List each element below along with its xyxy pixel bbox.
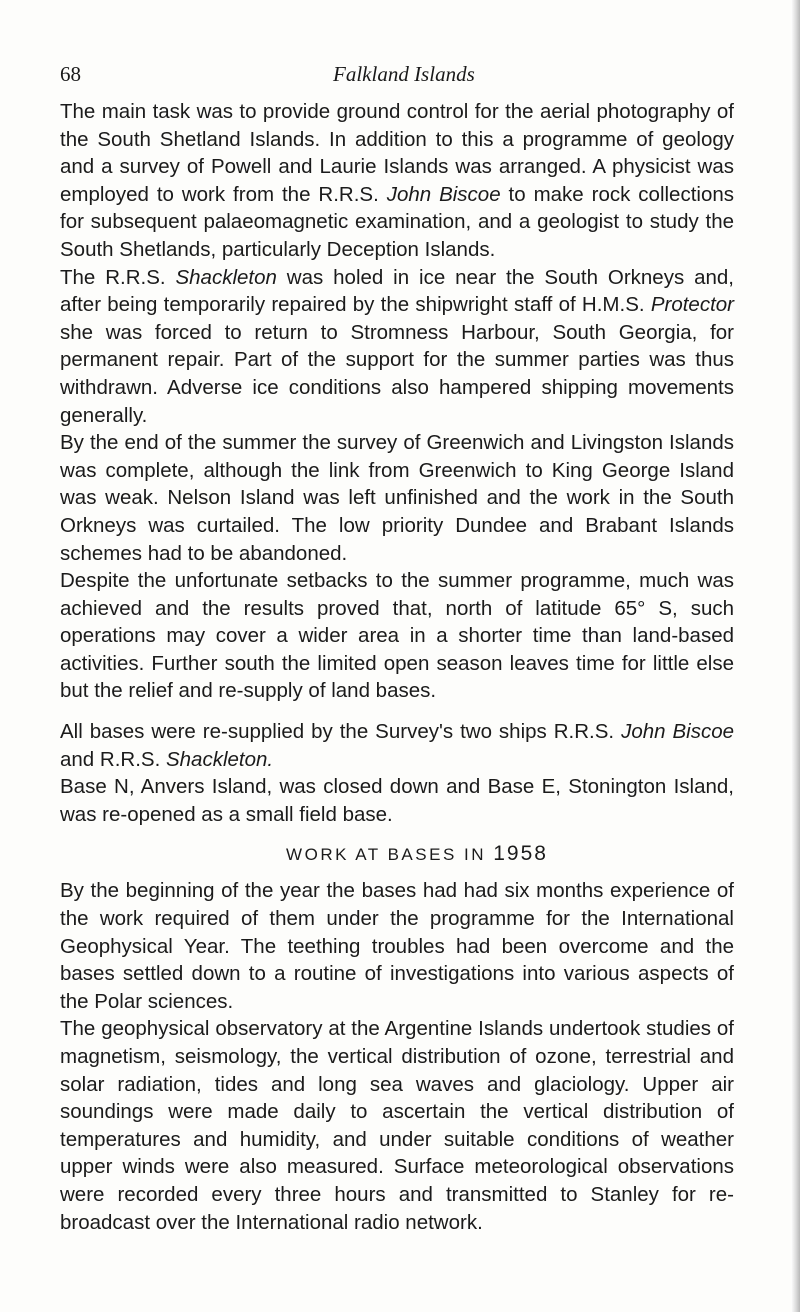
ship-name: Shackleton. (165, 747, 274, 771)
text-segment: to make rock collections for subsequent palaeomagnetic examination, and a geologist to study the South Shetlands, particularly Deception Islands. (60, 182, 735, 261)
ship-name: John Biscoe (621, 720, 734, 744)
section-heading (60, 842, 734, 867)
paragraph (60, 567, 734, 705)
paragraph (60, 773, 734, 828)
text-segment: she was forced to return to Stromness Harbour, South Georgia, for permanent repair. Part of the support for the summer parties was thus withdrawn. Adverse ice conditions also hampered shipping movements generally. (60, 320, 734, 427)
text-segment: By the end of the summer the survey of Greenwich and Livingston Islands was complete, although the link from Greenwich to King George Island was weak. Nelson Island was left unfinished and the work in the South Orkneys was curtailed. The low priority Dundee and Brabant Islands schemes had to be abandoned. (60, 431, 734, 565)
text-segment: Base N, Anvers Island, was closed down and Base E, Stonington Island, was re-opened as a small field base. (60, 775, 734, 826)
page-header (60, 62, 700, 92)
text-segment: By the beginning of the year the bases had had six months experience of the work required of them under the programme for the International Geophysical Year. The teething troubles had been overcome and the bases settled down to a routine of investigations into various aspects of the Polar sciences. (60, 879, 734, 1013)
paragraph (60, 718, 734, 773)
body-text (60, 98, 734, 1236)
text-segment: The main task was to provide ground control for the aerial photography of the South Shetland Islands. In addition to this a programme of geology and a survey of Powell and Laurie Islands was arranged. A physicist was employed to work from the R.R.S. (60, 100, 734, 206)
text-segment: and R.R.S. (60, 747, 166, 771)
ship-name: Protector (650, 293, 734, 317)
paragraph (60, 429, 734, 567)
paragraph (60, 877, 734, 1015)
text-segment: The geophysical observatory at the Argentine Islands undertook studies of magnetism, seismology, the vertical distribution of ozone, terrestrial and solar radiation, tides and long sea waves and glaciology. Upper air soundings were made daily to ascertain the vertical distribution of temperatures and humidity, and under suitable conditions of weather upper winds were also measured. Surface meteorological observations were recorded every three hours and transmitted to Stanley for re-broadcast over the International radio network. (60, 1017, 734, 1234)
running-title: Falkland Islands (333, 62, 475, 86)
page-number: 68 (60, 62, 81, 86)
text-segment: All bases were re-supplied by the Survey's two ships R.R.S. (60, 720, 622, 744)
heading-year: 1958 (493, 842, 548, 866)
text-segment: Despite the unfortunate setbacks to the summer programme, much was achieved and the results proved that, north of latitude 65° S, such operations may cover a wider area in a shorter time than land-based activities. Further south the limited open season leaves time for little else but the relief and re-supply of land bases. (60, 569, 734, 703)
text-segment: was holed in ice near the South Orkneys and, after being temporarily repaired by the shipwright staff of H.M.S. (60, 265, 734, 317)
text-segment: The R.R.S. (60, 265, 176, 289)
paragraph (60, 264, 734, 430)
ship-name: Shackleton (175, 265, 277, 289)
page-edge-shadow (791, 0, 800, 1312)
text-segment: WORK AT BASES IN (286, 845, 494, 865)
ship-name: John Biscoe (386, 182, 501, 206)
paragraph (60, 1015, 734, 1236)
paragraph (60, 98, 734, 264)
